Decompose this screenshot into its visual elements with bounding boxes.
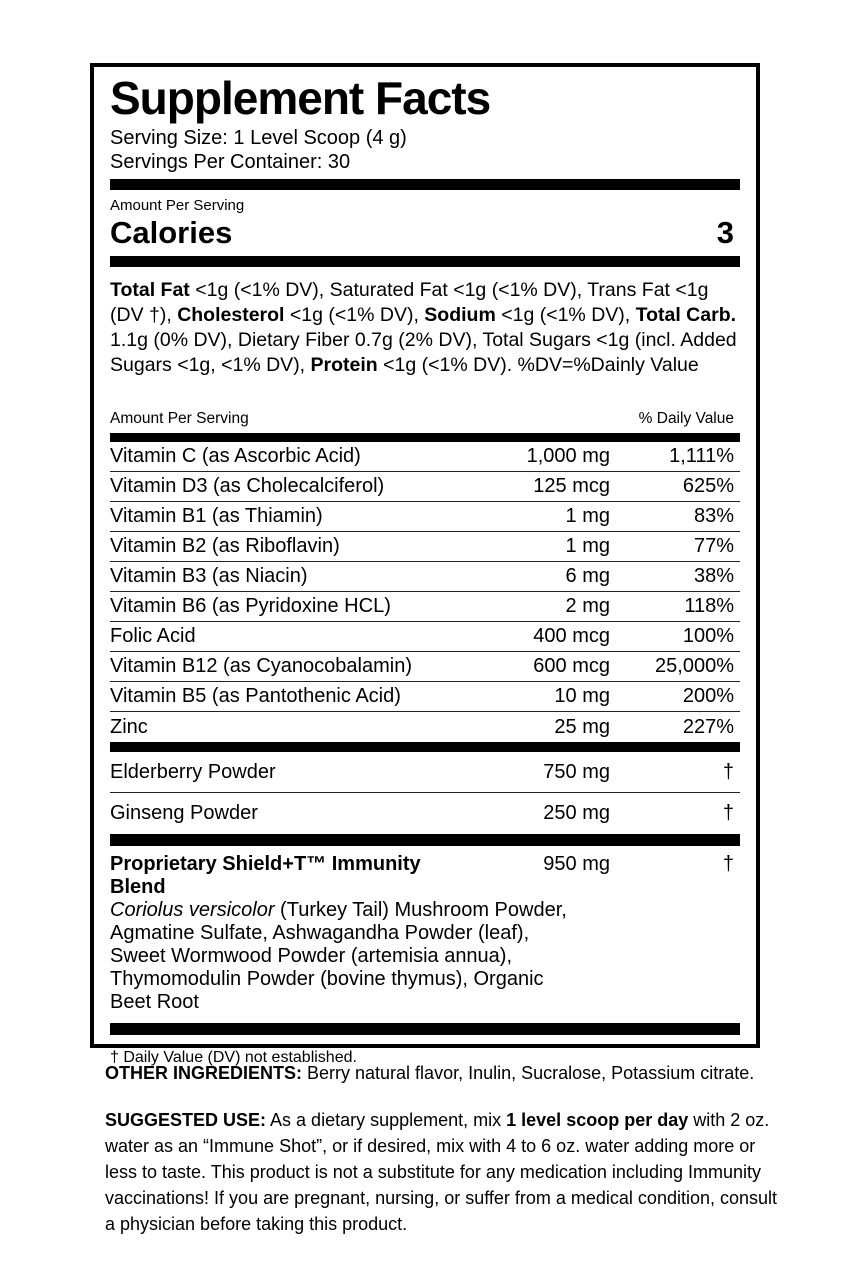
calories-row xyxy=(110,215,740,251)
cell-name: Vitamin B1 (as Thiamin) xyxy=(110,505,323,527)
nutrient-row xyxy=(110,652,740,682)
separator-bar xyxy=(110,834,740,846)
cell-amount: 1 mg xyxy=(565,505,610,527)
botanical-rows xyxy=(110,752,740,834)
cell-dv: 200% xyxy=(682,685,734,707)
cell-amount: 125 mcg xyxy=(533,475,610,497)
cell-dv: 77% xyxy=(693,535,734,557)
cell-name: Vitamin D3 (as Cholecalciferol) xyxy=(110,475,385,497)
nutrient-row xyxy=(110,592,740,622)
cell-amount: 25 mg xyxy=(554,715,610,738)
text-run: Sodium xyxy=(424,304,496,326)
separator-bar xyxy=(110,742,740,752)
table-header-right: % Daily Value xyxy=(638,410,734,427)
cell-amount: 1 mg xyxy=(565,535,610,557)
vitamin-rows xyxy=(110,442,740,742)
daily-value-footnote: † Daily Value (DV) not established. xyxy=(110,1049,357,1066)
cell-amount: 2 mg xyxy=(565,595,610,617)
text-run: <1g (<1% DV). %DV=%Dainly Value xyxy=(377,354,699,376)
separator-bar xyxy=(110,433,740,442)
text-run: Coriolus versicolor xyxy=(110,899,275,921)
cell-amount: 400 mcg xyxy=(533,625,610,647)
nutrient-row xyxy=(110,622,740,652)
cell-amount: 1,000 mg xyxy=(526,445,610,467)
cell-name: Folic Acid xyxy=(110,625,196,647)
blend-amount: 950 mg xyxy=(543,853,610,875)
suggested-use xyxy=(105,1107,785,1237)
blend-row xyxy=(110,853,740,899)
amount-per-serving-label: Amount Per Serving xyxy=(110,197,245,214)
cell-name: Ginseng Powder xyxy=(110,802,258,824)
cell-dv: 83% xyxy=(693,505,734,527)
text-run: OTHER INGREDIENTS: xyxy=(105,1063,303,1083)
nutrient-row xyxy=(110,682,740,712)
cell-dv: 227% xyxy=(682,715,734,738)
text-run: Total Carb. xyxy=(635,304,737,326)
cell-name: Vitamin B5 (as Pantothenic Acid) xyxy=(110,685,401,707)
panel-title: Supplement Facts xyxy=(110,72,491,124)
separator-bar xyxy=(110,1023,740,1035)
nutrient-row xyxy=(110,472,740,502)
cell-name: Elderberry Powder xyxy=(110,760,276,783)
blend-name: Proprietary Shield+T™ Immunity Blend xyxy=(110,853,421,898)
blend-description xyxy=(110,899,575,1014)
nutrient-row xyxy=(110,532,740,562)
nutrient-row xyxy=(110,442,740,472)
text-run: <1g (<1% DV), xyxy=(495,304,636,326)
cell-dv: 25,000% xyxy=(655,655,734,677)
cell-amount: 10 mg xyxy=(554,685,610,707)
cell-dv: 625% xyxy=(682,475,734,497)
text-run: with 2 oz. water as an “Immune Shot”, or if desired, mix with 4 to 6 oz. water adding more or less to taste. This product is not a substitute for any medication including Immunity vaccinations! If you are pregnant, nursing, or suffer from a medical condition, consult a physician before taking this product. xyxy=(105,1110,778,1234)
cell-amount: 600 mcg xyxy=(533,655,610,677)
calories-value: 3 xyxy=(716,215,734,250)
text-run: Protein xyxy=(310,354,378,376)
text-run: SUGGESTED USE: xyxy=(105,1110,267,1130)
servings-per-container: Servings Per Container: 30 xyxy=(110,151,351,173)
table-header-left: Amount Per Serving xyxy=(110,410,249,427)
text-run: 1.1g (0% DV), Dietary Fiber 0.7g (2% DV), Total Sugars <1g (incl. Added Sugars <1g, <1% DV), xyxy=(110,329,737,376)
nutrient-table-header xyxy=(110,409,740,428)
nutrient-row xyxy=(110,793,740,834)
cell-dv: † xyxy=(722,760,734,783)
cell-name: Vitamin B3 (as Niacin) xyxy=(110,565,308,587)
blend-dv: † xyxy=(722,853,734,875)
text-run: <1g (<1% DV), xyxy=(284,304,425,326)
cell-name: Vitamin B2 (as Riboflavin) xyxy=(110,535,340,557)
serving-info xyxy=(110,126,740,174)
cell-name: Zinc xyxy=(110,715,148,738)
text-run: (Turkey Tail) Mushroom Powder, Agmatine Sulfate, Ashwagandha Powder (leaf), Sweet Wormwood Powder (artemisia annua), Thymomodulin Powder (bovine thymus), Organic Beet Root xyxy=(110,899,567,1013)
separator-bar xyxy=(110,256,740,267)
text-run: 1 level scoop per day xyxy=(506,1110,689,1130)
text-run: <1g (<1% DV), Saturated Fat <1g (<1% DV), Trans Fat <1g (DV †), xyxy=(110,279,709,326)
other-ingredients xyxy=(105,1060,785,1086)
cell-dv: 38% xyxy=(693,565,734,587)
text-run: Total Fat xyxy=(110,279,190,301)
serving-size: Serving Size: 1 Level Scoop (4 g) xyxy=(110,127,407,149)
cell-dv: 118% xyxy=(684,595,734,617)
text-run: Berry natural flavor, Inulin, Sucralose, Potassium citrate. xyxy=(302,1063,755,1083)
below-panel-text xyxy=(105,1060,785,1237)
proprietary-blend xyxy=(110,853,740,1014)
text-run: As a dietary supplement, mix xyxy=(266,1110,507,1130)
nutrient-row xyxy=(110,712,740,742)
cell-name: Vitamin B12 (as Cyanocobalamin) xyxy=(110,655,413,677)
cell-amount: 250 mg xyxy=(543,802,610,824)
supplement-facts-panel xyxy=(90,63,760,1066)
nutrient-row xyxy=(110,502,740,532)
cell-amount: 6 mg xyxy=(565,565,610,587)
text-run: Cholesterol xyxy=(177,304,285,326)
cell-amount: 750 mg xyxy=(543,760,610,783)
cell-name: Vitamin B6 (as Pyridoxine HCL) xyxy=(110,595,391,617)
macronutrient-summary xyxy=(110,278,740,378)
nutrient-row xyxy=(110,562,740,592)
cell-name: Vitamin C (as Ascorbic Acid) xyxy=(110,445,361,467)
calories-label: Calories xyxy=(110,215,233,250)
nutrient-row xyxy=(110,752,740,793)
cell-dv: 100% xyxy=(682,625,734,647)
cell-dv: 1,111% xyxy=(669,445,734,467)
separator-bar xyxy=(110,179,740,190)
cell-dv: † xyxy=(722,802,734,824)
